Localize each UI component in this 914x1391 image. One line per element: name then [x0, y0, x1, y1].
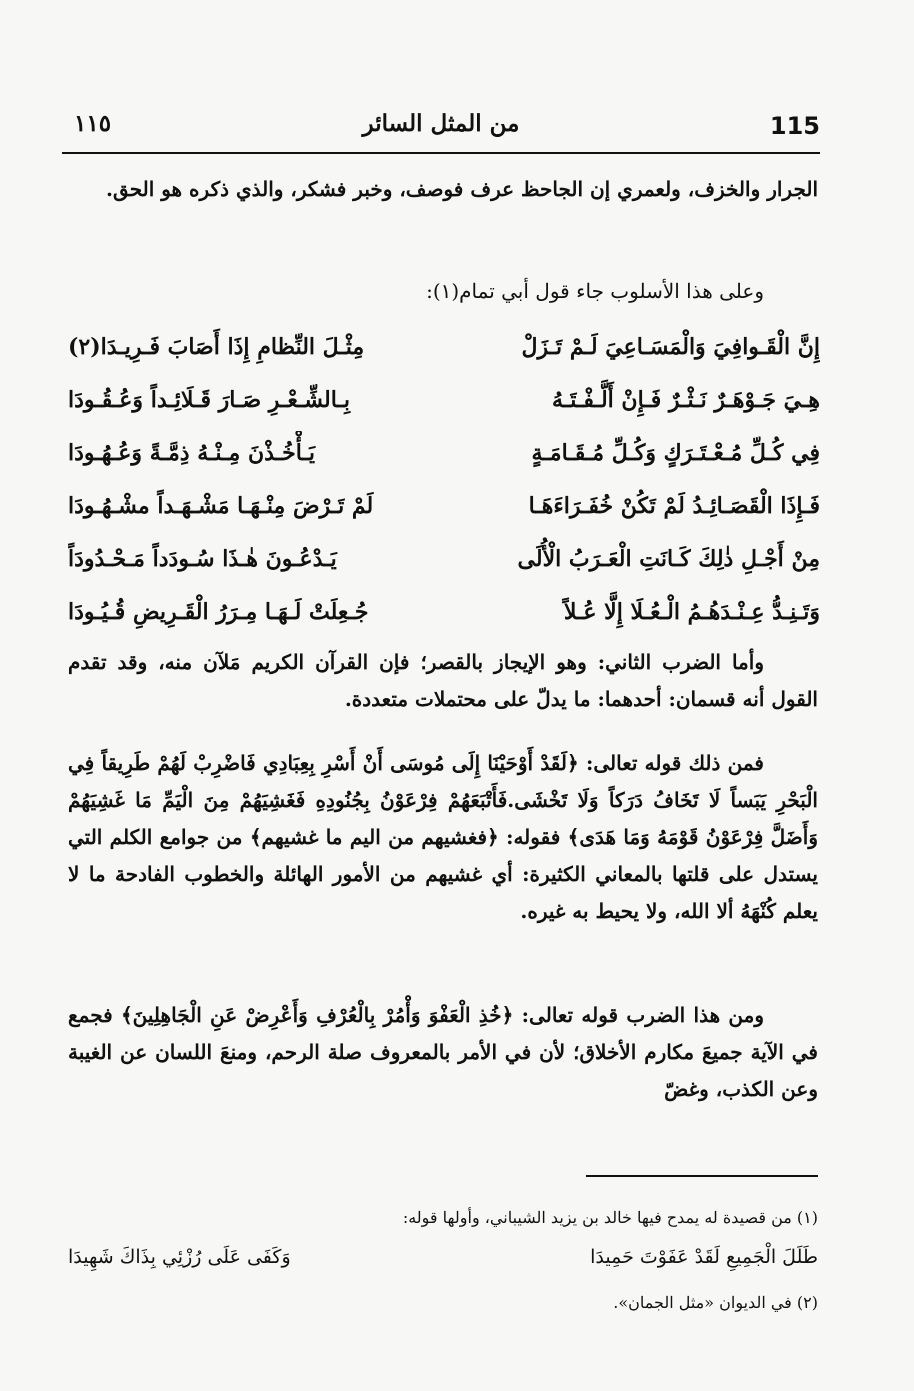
verse-first-hemistich: إِنَّ الْقَـوافِيَ وَالْمَسَـاعِيَ لَـمْ تَـزَلْ [521, 334, 820, 360]
verse-second-hemistich: جُـعِلَتْ لَـهَـا مِـرَرُ الْقَـرِيضِ قُـيُـودَا [68, 599, 369, 625]
verse-second-hemistich: لَمْ تَـرْضَ مِنْـهَـا مَشْـهَـداً مشْـهُـودَا [68, 493, 374, 519]
footnote-verse [68, 1240, 818, 1274]
footnote-verse-second-hemistich: وَكَفَى عَلَى رُزْئِي بِذَاكَ شَهِيدَا [68, 1246, 291, 1268]
page-number-latin: 115 [769, 112, 820, 140]
poem [68, 325, 820, 643]
paragraph-4-intro: فمن ذلك قوله تعالى: [578, 751, 764, 775]
poem-verse [68, 325, 820, 378]
verse-first-hemistich: فَـإِذَا الْقَصَـائِـدُ لَمْ تَكُنْ خُفَـرَاءَهَـا [528, 493, 820, 519]
verse-second-hemistich: بِـالشِّـعْـرِ صَـارَ قَـلَائِـداً وَعُـقُـودَا [68, 387, 351, 413]
paragraph-3: وأما الضرب الثاني: وهو الإيجاز بالقصر؛ فإن القرآن الكريم مَلآن منه، وقد تقدم القول أنه قسمان: أحدهما: ما يدلّ على محتملات متعددة. [68, 650, 818, 711]
paragraph-2: وعلى هذا الأسلوب جاء قول أبي تمام(١): [426, 279, 764, 303]
poem-verse [68, 590, 820, 643]
verse-second-hemistich: مِثْـلَ النِّظامِ إِذَا أَصَابَ فَـرِيـدَا(٢) [68, 334, 365, 360]
paragraph-4 [68, 745, 818, 930]
quran-verse-araf: ﴿خُذِ الْعَفْوَ وَأْمُرْ بِالْعُرْفِ وَأَعْرِضْ عَنِ الْجَاهِلِينَ﴾ [120, 1003, 514, 1027]
poem-verse [68, 378, 820, 431]
verse-first-hemistich: مِنْ أَجْـلِ ذٰلِكَ كَـانَتِ الْعَـرَبُ الْأُلَى [517, 546, 820, 572]
paragraph-4-mid: فقوله: [498, 825, 568, 849]
verse-second-hemistich: يَـأْخُـذْنَ مِـنْـهُ ذِمَّـةً وَعُـهُـودَا [68, 440, 315, 466]
poem-verse [68, 431, 820, 484]
poem-verse [68, 537, 820, 590]
footnote-separator [586, 1175, 818, 1177]
paragraph-5-intro: ومن هذا الضرب قوله تعالى: [513, 1003, 764, 1027]
quran-quote: ﴿فغشيهم من اليم ما غشيهم﴾ [249, 825, 499, 849]
poem-verse [68, 484, 820, 537]
footnote-2: (٢) في الديوان «مثل الجمان». [613, 1293, 818, 1312]
paragraph-5 [68, 997, 818, 1108]
quran-verse-taha: ﴿لَقَدْ أَوْحَيْنَا إِلَى مُوسَى أَنْ أَسْرِ بِعِبَادِي فَاضْرِبْ لَهُمْ طَرِيقاً فِي الْبَحْرِ يَبَساً لَا تَخَافُ دَرَكاً وَلَا تَخْشَى.فَأَتْبَعَهُمْ فِرْعَوْنُ بِجُنُودِهِ فَغَشِيَهُمْ مِنَ الْيَمِّ مَا غَشِيَهُمْ وَأَضَلَّ فِرْعَوْنُ قَوْمَهُ وَمَا هَدَى﴾ [68, 751, 818, 849]
verse-first-hemistich: وَتَـنِـدُّ عِـنْـدَهُـمُ الْـعُـلَا إِلَّا عُـلاً [563, 599, 820, 625]
paragraph-4-tail: من جوامع الكلم التي يستدل على قلتها بالمعاني الكثيرة: أي غشيهم من الأمور الهائلة والخطوب الفادحة ما لا يعلم كُنْهَهُ ألا الله، ولا يحيط به غيره. [68, 825, 818, 923]
paragraph-5-tail: فجمع في الآية جميعَ مكارم الأخلاق؛ لأن في الأمر بالمعروف صلة الرحم، ومنعَ اللسان عن الغيبة وعن الكذب، وغضّ [68, 1003, 818, 1101]
page-header [62, 108, 820, 154]
verse-first-hemistich: هِـيَ جَـوْهَـرٌ نَـثْـرٌ فَـإِنْ أَلَّـفْـتَـهُ [552, 387, 820, 413]
paragraph-1: الجرار والخزف، ولعمري إن الجاحظ عرف فوصف، وخبر فشكر، والذي ذكره هو الحق. [106, 177, 818, 201]
footnote-1: (١) من قصيدة له يمدح فيها خالد بن يزيد الشيباني، وأولها قوله: [402, 1208, 818, 1227]
running-title: من المثل السائر [362, 110, 520, 137]
footnote-verse-first-hemistich: طَلَلَ الْجَمِيعِ لَقَدْ عَفَوْتَ حَمِيدَا [590, 1246, 818, 1268]
verse-second-hemistich: يَـدْعُـونَ هٰـذَا سُـودَداً مَـحْـدُودَاً [68, 546, 337, 572]
page-number-arabic: ١١٥ [74, 110, 112, 137]
verse-first-hemistich: فِي كُـلِّ مُـعْـتَـرَكٍ وَكُـلِّ مُـقَـامَـةٍ [531, 440, 820, 466]
